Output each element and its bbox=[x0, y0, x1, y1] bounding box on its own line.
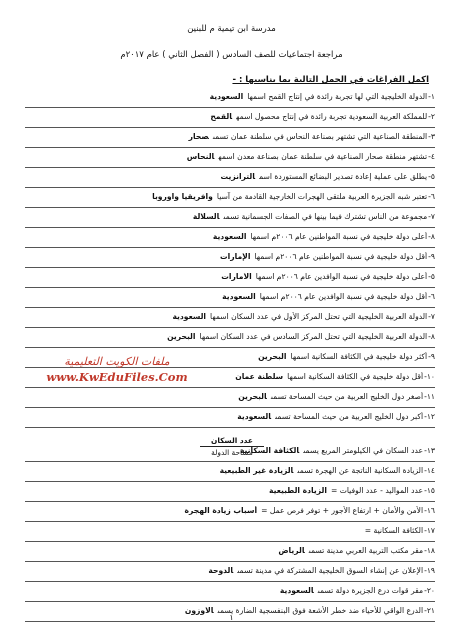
answer-text: سلطنة عمان bbox=[235, 372, 284, 381]
question-number: ٤- bbox=[428, 152, 435, 161]
watermark-arabic: ملفات الكويت التعليمية bbox=[64, 355, 170, 368]
answer-underline bbox=[25, 127, 435, 128]
answer-text: السعودية bbox=[222, 292, 256, 301]
worksheet-title: مراجعة اجتماعيات للصف السادس ( الفصل الثاني ) عام ٢٠١٧م bbox=[120, 50, 343, 60]
answer-text: السعودية bbox=[279, 586, 314, 595]
answer-underline bbox=[25, 407, 435, 408]
question-row bbox=[20, 272, 435, 288]
answer-underline bbox=[25, 167, 435, 168]
answer-text: السعودية bbox=[209, 92, 244, 101]
answer-underline bbox=[25, 427, 435, 428]
question-text: الدولة الخليجية التي لها تجربة رائدة في إنتاج القمح اسمها bbox=[247, 92, 428, 101]
question-number: ١٦- bbox=[424, 506, 435, 515]
density-fraction bbox=[200, 436, 264, 457]
answer-underline bbox=[25, 601, 435, 602]
question-number: ٥- bbox=[428, 272, 435, 281]
question-number: ١٩- bbox=[424, 566, 435, 575]
answer-underline bbox=[25, 107, 435, 108]
question-text: مجموعة من الناس تشترك فيما بينها في الصفات الجسمانية تسمى bbox=[223, 212, 428, 221]
answer-text: القمح bbox=[210, 112, 233, 121]
question-text: مقر قوات درع الجزيرة دولة تسمى bbox=[317, 586, 424, 595]
question-row bbox=[20, 392, 435, 408]
question-row bbox=[20, 466, 435, 482]
question-text: الدولة العربية الخليجية التي تحتل المركز الأول في عدد السكان اسمها bbox=[210, 312, 428, 321]
question-number: ٣- bbox=[428, 132, 435, 141]
answer-text: صحار bbox=[188, 132, 209, 141]
question-text: أكبر دول الخليج العربية من حيث المساحة تسمى bbox=[275, 412, 424, 421]
question-number: ٩- bbox=[428, 252, 435, 261]
question-text: أصغر دول الخليج العربية من حيث المساحة تسمى bbox=[270, 392, 424, 401]
question-row bbox=[20, 332, 435, 348]
answer-underline bbox=[25, 147, 435, 148]
question-row bbox=[20, 252, 435, 268]
answer-underline bbox=[25, 347, 435, 348]
question-number: ٥- bbox=[428, 172, 435, 181]
question-number: ٦- bbox=[428, 292, 435, 301]
answer-text: الدوحة bbox=[208, 566, 234, 575]
question-text: مقر مكتب التربية العربي مدينة تسمى bbox=[308, 546, 424, 555]
answer-text: السعودية bbox=[237, 412, 272, 421]
answer-text: أسباب زيادة الهجرة bbox=[184, 506, 258, 515]
question-number: ١٠- bbox=[424, 372, 435, 381]
question-text: أقل دولة خليجية في نسبة المواطنين عام ٢٠٠٦م اسمها bbox=[254, 252, 428, 261]
question-row bbox=[20, 586, 435, 602]
answer-text: السلالة bbox=[192, 212, 220, 221]
answer-text: البحرين bbox=[167, 332, 196, 341]
answer-underline bbox=[25, 267, 435, 268]
answer-text: وافريقيا واوروبا bbox=[152, 192, 213, 201]
answer-underline bbox=[25, 287, 435, 288]
question-text: الإعلان عن إنشاء السوق الخليجية المشتركة في مدينة تسمى bbox=[237, 566, 424, 575]
question-number: ٢٠- bbox=[424, 586, 435, 595]
answer-underline bbox=[25, 187, 435, 188]
question-number: ١٨- bbox=[424, 546, 435, 555]
question-text: الأمن والأمان + ارتفاع الأجور + توفر فرص عمل = bbox=[261, 506, 424, 515]
fraction-numerator: عدد السكان bbox=[211, 436, 253, 445]
answer-text: السعودية bbox=[172, 312, 207, 321]
fraction-denominator: مساحة الدولة bbox=[211, 448, 253, 457]
question-row bbox=[20, 132, 435, 148]
question-text: الكثافة السكانية = bbox=[364, 526, 424, 535]
question-number: ١١- bbox=[424, 392, 435, 401]
answer-text: الامارات bbox=[221, 272, 252, 281]
answer-underline bbox=[25, 307, 435, 308]
answer-underline bbox=[25, 561, 435, 562]
question-row bbox=[20, 312, 435, 328]
answer-text: النحاس bbox=[186, 152, 215, 161]
question-number: ٨- bbox=[428, 232, 435, 241]
answer-underline bbox=[25, 227, 435, 228]
answer-text: الترانزيت bbox=[220, 172, 256, 181]
question-row bbox=[20, 412, 435, 428]
school-name: مدرسة ابن تيمية م للبنين bbox=[187, 24, 276, 34]
question-number: ٨- bbox=[428, 332, 435, 341]
answer-text: البحرين bbox=[238, 392, 267, 401]
question-text: للمملكة العربية السعودية تجربة رائدة في إنتاج محصول اسمه bbox=[236, 112, 428, 121]
question-row bbox=[20, 212, 435, 228]
question-number: ١٢- bbox=[424, 412, 435, 421]
answer-text: السعودية bbox=[212, 232, 247, 241]
question-row bbox=[20, 486, 435, 502]
fraction-bar bbox=[200, 446, 264, 447]
question-text: الدولة العربية الخليجية التي تحتل المركز السادس في عدد السكان اسمها bbox=[199, 332, 428, 341]
answer-underline bbox=[25, 581, 435, 582]
question-row bbox=[20, 526, 435, 542]
question-row bbox=[20, 292, 435, 308]
question-text: الدرع الواقي للأحياء ضد خطر الأشعة فوق البنفسجية الضارة يسمى bbox=[217, 606, 424, 615]
page-number: ١ bbox=[229, 613, 234, 622]
question-number: ٧- bbox=[428, 312, 435, 321]
question-number: ١٧- bbox=[424, 526, 435, 535]
answer-underline bbox=[25, 501, 435, 502]
question-row bbox=[20, 172, 435, 188]
question-text: عدد المواليد - عدد الوفيات = bbox=[330, 486, 424, 495]
question-row bbox=[20, 92, 435, 108]
question-text: أعلى دولة خليجية في نسبة الوافدين عام ٢٠٠٦م اسمها bbox=[255, 272, 428, 281]
section-heading: اكمل الفراغات في الجمل التالية بما يناسبها : - bbox=[232, 75, 429, 85]
watermark-url: www.KwEduFiles.Com bbox=[46, 370, 188, 384]
question-text: المنطقة الصناعية التي تشتهر بصناعة النحاس في سلطنة عمان تسمى bbox=[212, 132, 428, 141]
question-row bbox=[20, 152, 435, 168]
question-text: الزيادة السكانية الناتجة عن الهجرة تسمى bbox=[297, 466, 424, 475]
question-row bbox=[20, 506, 435, 522]
question-number: ٢١- bbox=[424, 606, 435, 615]
question-number: ٢- bbox=[428, 112, 435, 121]
answer-text: الزيادة غير الطبيعية bbox=[219, 466, 294, 475]
answer-underline bbox=[25, 247, 435, 248]
answer-underline bbox=[25, 541, 435, 542]
answer-text: البحرين bbox=[258, 352, 287, 361]
answer-underline bbox=[25, 461, 435, 462]
question-number: ١٤- bbox=[424, 466, 435, 475]
answer-underline bbox=[25, 327, 435, 328]
question-row bbox=[20, 192, 435, 208]
question-text: أقل دولة خليجية في الكثافة السكانية اسمها bbox=[287, 372, 424, 381]
question-number: ٦- bbox=[428, 192, 435, 201]
answer-text: الرياض bbox=[278, 546, 305, 555]
question-row bbox=[20, 232, 435, 248]
question-text: تشتهر منطقة صحار الصناعية في سلطنة عمان بصناعة معدن اسمه bbox=[218, 152, 428, 161]
question-row bbox=[20, 566, 435, 582]
question-text: تعتبر شبه الجزيرة العربية ملتقى الهجرات الخارجية القادمة من آسيا bbox=[216, 192, 428, 201]
answer-underline bbox=[25, 481, 435, 482]
question-number: ٧- bbox=[428, 212, 435, 221]
question-text: يطلق على عملية إعادة تصدير البضائع المستوردة اسم bbox=[259, 172, 428, 181]
question-text: أكثر دولة خليجية في الكثافة السكانية اسمها bbox=[290, 352, 428, 361]
answer-underline bbox=[25, 521, 435, 522]
answer-underline bbox=[25, 387, 435, 388]
answer-underline bbox=[25, 207, 435, 208]
question-number: ١٥- bbox=[424, 486, 435, 495]
question-row bbox=[20, 546, 435, 562]
answer-text: الاوزون bbox=[184, 606, 214, 615]
question-text: أقل دولة خليجية في نسبة الوافدين عام ٢٠٠٦م اسمها bbox=[259, 292, 428, 301]
answer-text: الإمارات bbox=[220, 252, 251, 261]
question-number: ١٣- bbox=[424, 446, 435, 455]
question-text: أعلى دولة خليجية في نسبة المواطنين عام ٢٠٠٦م اسمها bbox=[250, 232, 428, 241]
answer-text: الكثافة السكانية bbox=[239, 446, 300, 455]
question-row bbox=[20, 112, 435, 128]
answer-text: الزيادة الطبيعية bbox=[268, 486, 327, 495]
question-number: ٩- bbox=[428, 352, 435, 361]
question-text: عدد السكان في الكيلومتر المربع يسمى bbox=[303, 446, 424, 455]
question-number: ١- bbox=[428, 92, 435, 101]
